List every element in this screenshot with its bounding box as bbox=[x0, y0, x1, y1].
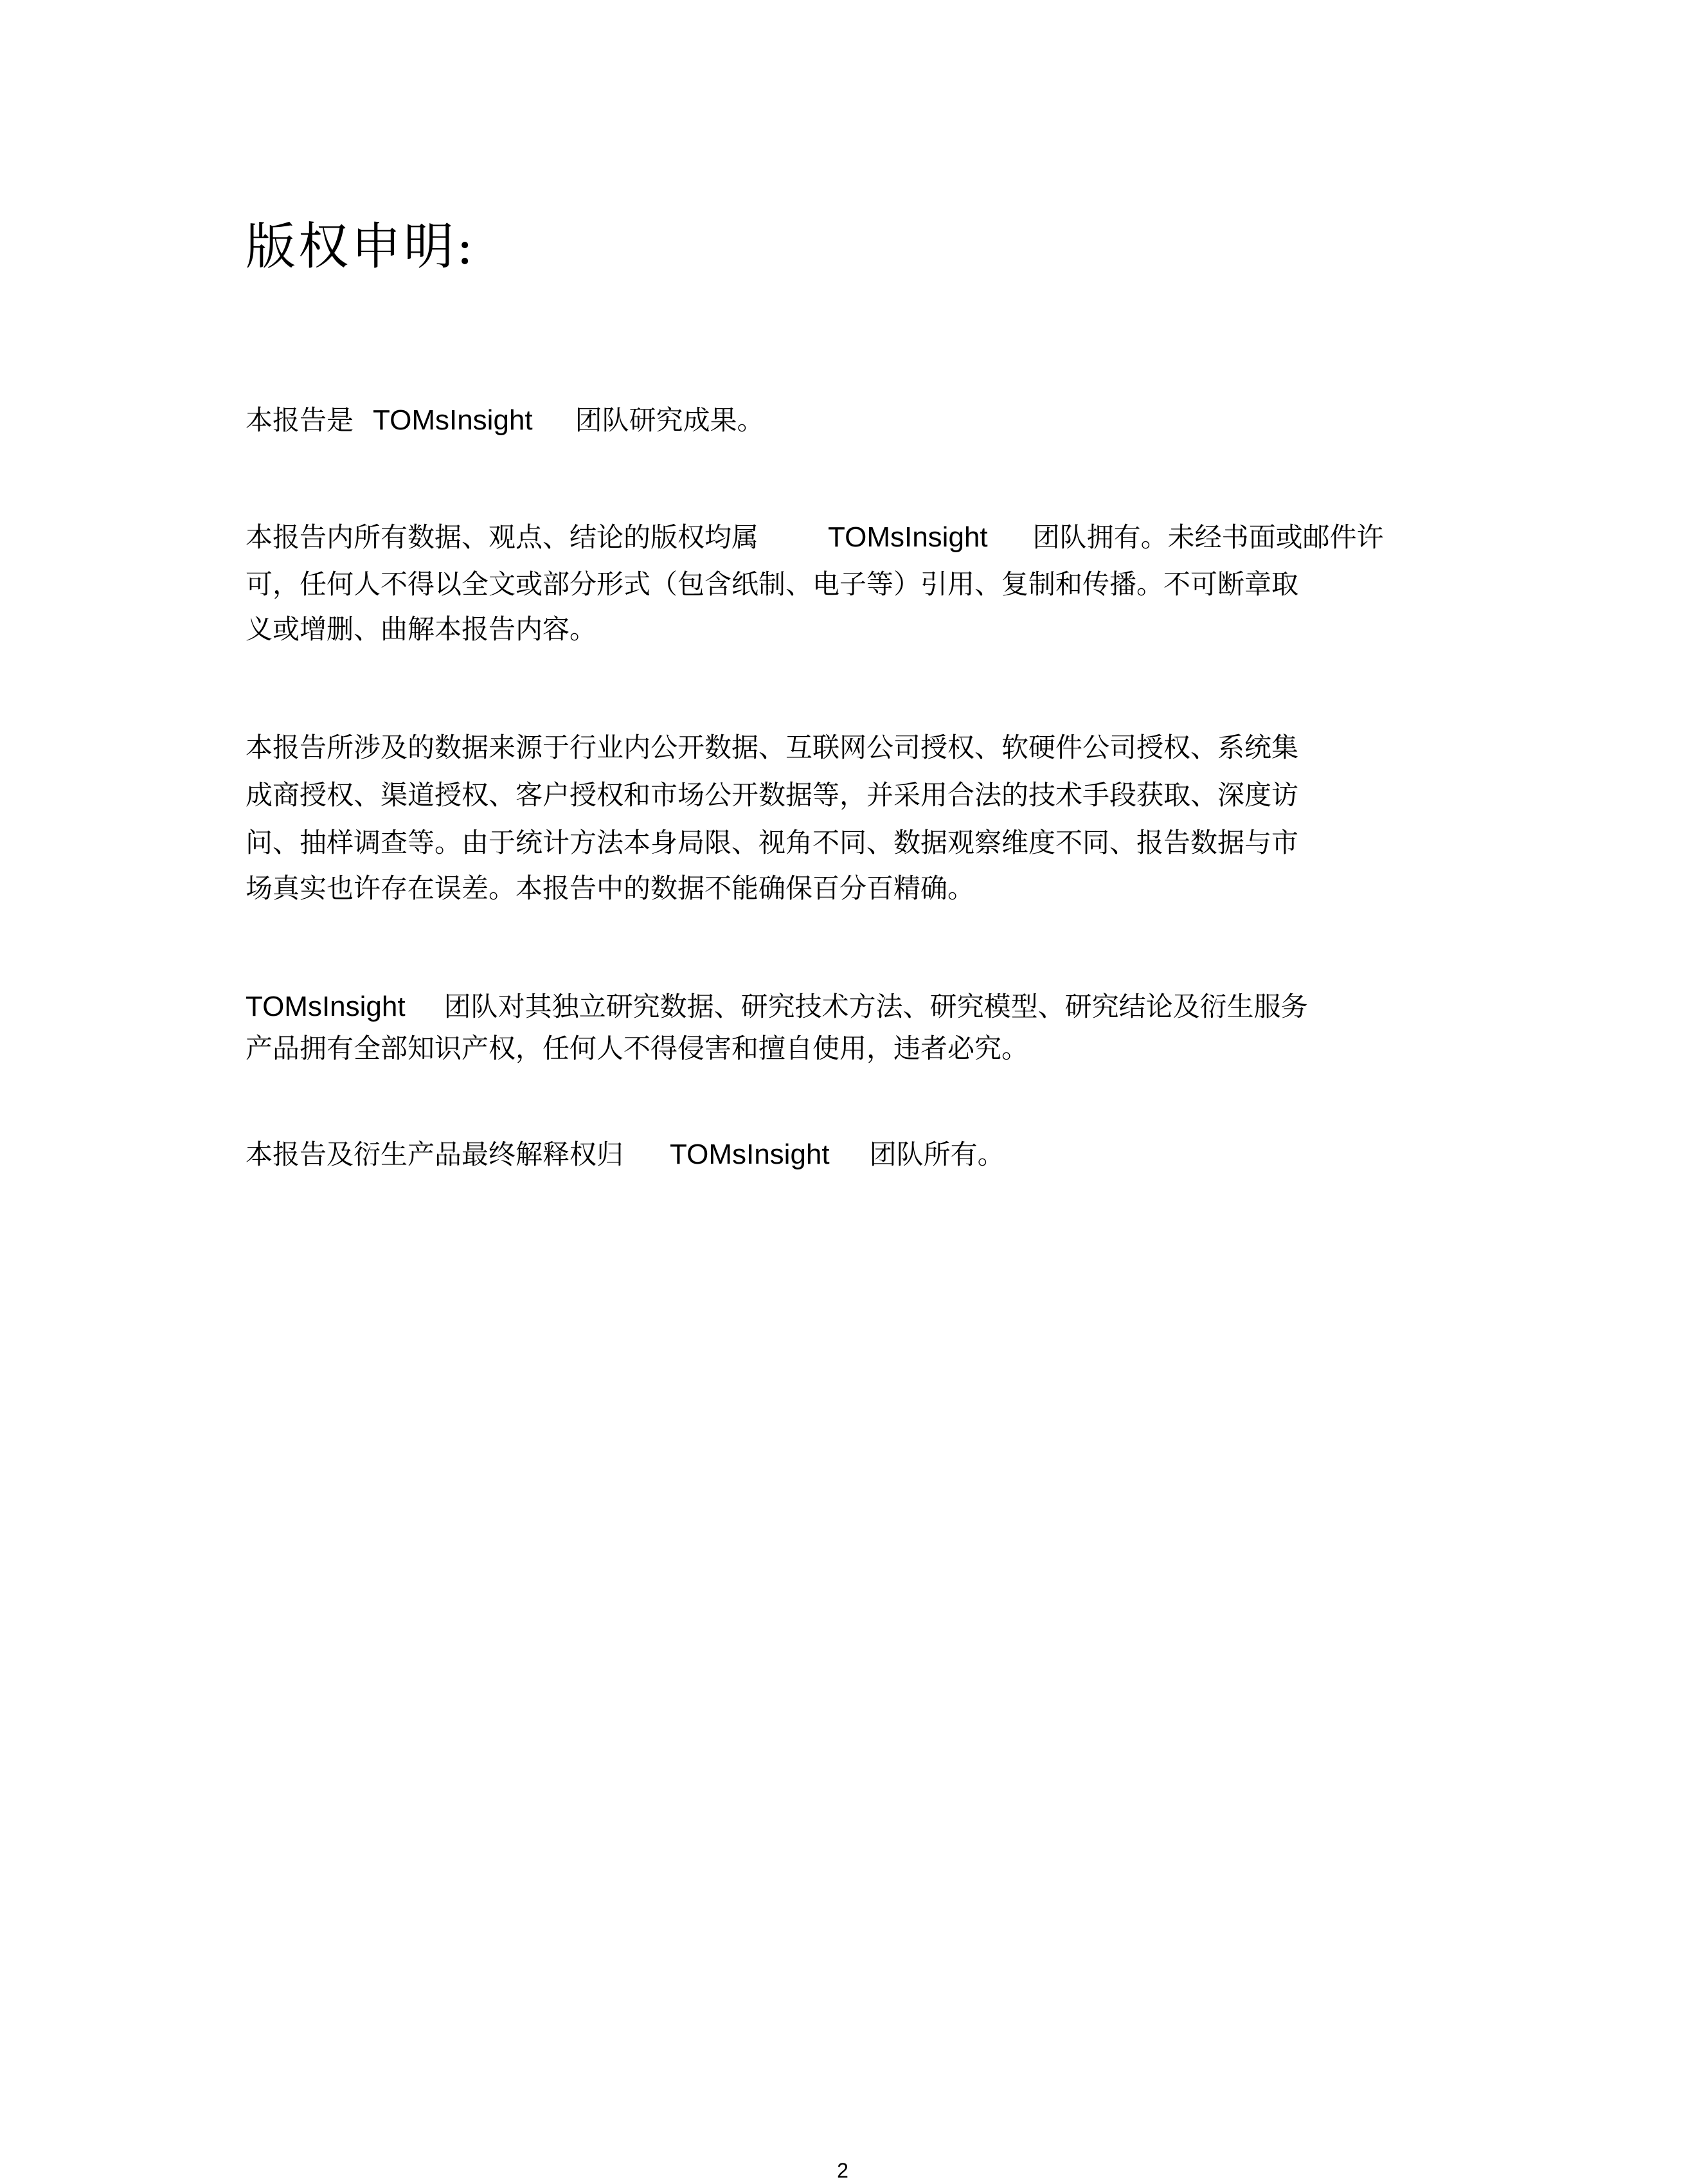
paragraph-3-line-4: 场真实也许存在误差。本报告中的数据不能确保百分百精确。 bbox=[246, 872, 975, 904]
brand-name: TOMsInsight bbox=[246, 991, 406, 1022]
paragraph-2-line-2: 可，任何人不得以全文或部分形式（包含纸制、电子等）引用、复制和传播。不可断章取 bbox=[246, 568, 1299, 600]
text-segment: 团队所有。 bbox=[869, 1139, 1005, 1170]
text-segment: 团队研究成果。 bbox=[575, 404, 764, 436]
paragraph-4-line-1 bbox=[246, 993, 1308, 1021]
text-segment: 本报告是 bbox=[246, 404, 354, 436]
paragraph-2-line-1 bbox=[246, 523, 1384, 552]
text-segment: 团队拥有。未经书面或邮件许 bbox=[1032, 521, 1384, 553]
page-number: 2 bbox=[837, 2159, 848, 2182]
text-segment: 本报告及衍生产品最终解释权归 bbox=[246, 1139, 624, 1170]
brand-name: TOMsInsight bbox=[828, 521, 988, 553]
brand-name: TOMsInsight bbox=[670, 1139, 830, 1170]
paragraph-3-line-3: 问、抽样调查等。由于统计方法本身局限、视角不同、数据观察维度不同、报告数据与市 bbox=[246, 827, 1299, 858]
paragraph-3-line-2: 成商授权、渠道授权、客户授权和市场公开数据等，并采用合法的技术手段获取、深度访 bbox=[246, 779, 1299, 811]
text-segment: 本报告内所有数据、观点、结论的版权均属 bbox=[246, 521, 759, 553]
paragraph-3-line-1: 本报告所涉及的数据来源于行业内公开数据、互联网公司授权、软硬件公司授权、系统集 bbox=[246, 732, 1299, 763]
page-title: 版权申明: bbox=[246, 218, 476, 276]
brand-name: TOMsInsight bbox=[373, 404, 533, 436]
paragraph-5-line-1 bbox=[246, 1141, 1005, 1169]
paragraph-2-line-3: 义或增删、曲解本报告内容。 bbox=[246, 613, 597, 645]
text-segment: 团队对其独立研究数据、研究技术方法、研究模型、研究结论及衍生服务 bbox=[444, 991, 1308, 1022]
paragraph-4-line-2: 产品拥有全部知识产权，任何人不得侵害和擅自使用，违者必究。 bbox=[246, 1033, 1029, 1064]
paragraph-1-line-1 bbox=[246, 406, 764, 435]
